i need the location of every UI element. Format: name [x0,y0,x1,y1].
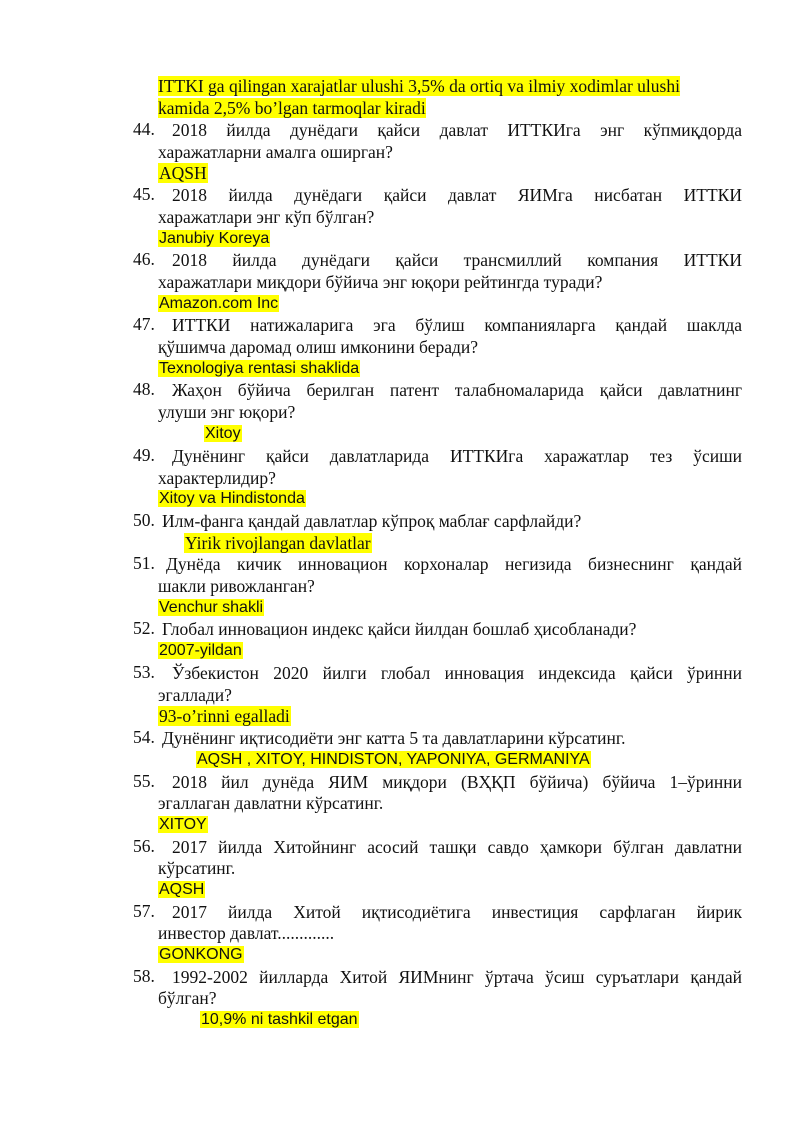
question-number: 53. [133,662,155,682]
question-text-line-1: 2017 йилда Хитойнинг асосий ташқи савдо ҳамкори бўлган давлатни [172,837,742,857]
question-text-line-2: характерлидир? [158,468,276,488]
question-number: 48. [133,379,155,399]
question-text-line-2: инвестор давлат............. [158,923,335,943]
question-number: 49. [133,445,155,465]
question-number: 54. [133,727,155,747]
question-text-line-1: Ўзбекистон 2020 йилги глобал инновация индексида қайси ўринни [172,663,742,683]
question-text-line-2: улуши энг юқори? [158,402,296,422]
answer-highlight: AQSH [159,881,205,898]
question-number: 52. [133,618,155,638]
question-text-line-1: Дунёнинг иқтисодиёти энг катта 5 та давлатларини кўрсатинг. [162,728,626,748]
question-text-line-1: 2017 йилда Хитой иқтисодиётига инвестиция сарфлаган йирик [172,902,742,922]
question-text-line-1: Дунёнинг қайси давлатларида ИТТКИга харажатлар тез ўсиши [172,446,742,466]
answer-highlight: Texnologiya rentasi shaklida [159,360,360,377]
question-text-line-1: ИТТКИ натижаларига эга бўлиш компанияларга қандай шаклда [172,315,742,335]
answer-highlight: Xitoy [205,425,241,442]
question-number: 55. [133,771,155,791]
question-text-line-2: харажатлари миқдори бўйича энг юқори рейтингда туради? [158,272,603,292]
question-text-line-2: эгаллади? [158,685,232,705]
answer-highlight: 2007-yildan [159,642,242,659]
question-text-line-2: харажатларни амалга оширган? [158,142,393,162]
answer-highlight: Venchur shakli [159,599,264,616]
intro-line-2: kamida 2,5% bo’lgan tarmoqlar kiradi [158,98,426,118]
question-text-line-1: 1992-2002 йилларда Хитой ЯИМнинг ўртача ўсиш суръатлари қандай [172,967,742,987]
question-text-line-1: Дунёда кичик инновацион корхоналар негизида бизнеснинг қандай [166,554,742,574]
question-text-line-2: шакли ривожланган? [158,576,315,596]
question-number: 58. [133,966,155,986]
answer-highlight: Janubiy Koreya [159,230,270,247]
question-text-line-1: Глобал инновацион индекс қайси йилдан бошлаб ҳисобланади? [162,619,637,639]
question-text-line-2: қўшимча даромад олиш имконини беради? [158,337,479,357]
question-number: 45. [133,184,155,204]
question-number: 56. [133,836,155,856]
answer-highlight: Yirik rivojlangan davlatlar [185,533,371,553]
question-number: 44. [133,119,155,139]
answer-highlight: 10,9% ni tashkil etgan [201,1011,358,1028]
question-text-line-1: 2018 йилда дунёдаги қайси трансмиллий компания ИТТКИ [172,250,742,270]
question-number: 47. [133,314,155,334]
answer-highlight: Amazon.com Inc [159,295,279,312]
question-text-line-2: эгаллаган давлатни кўрсатинг. [158,793,384,813]
intro-line-1: ITTKI ga qilingan xarajatlar ulushi 3,5% da ortiq va ilmiy xodimlar ulushi [158,76,680,96]
answer-highlight: AQSH [159,163,207,183]
question-number: 51. [133,553,155,573]
question-text-line-1: 2018 йилда дунёдаги қайси давлат ИТТКИга энг кўпмиқдорда [172,120,742,140]
question-number: 50. [133,510,155,530]
question-text-line-1: 2018 йил дунёда ЯИМ миқдори (ВҲҚП бўйича) бўйича 1–ўринни [172,772,742,792]
question-text-line-1: Илм-фанга қандай давлатлар кўпроқ маблағ сарфлайди? [162,511,582,531]
answer-highlight: XITOY [159,816,207,833]
question-text-line-2: харажатлари энг кўп бўлган? [158,207,375,227]
question-text-line-2: бўлган? [158,988,217,1008]
answer-highlight: GONKONG [159,946,243,963]
answer-highlight: Xitoy va Hindistonda [159,490,305,507]
question-text-line-1: Жаҳон бўйича берилган патент талабномаларида қайси давлатнинг [172,380,742,400]
question-number: 46. [133,249,155,269]
answer-highlight: AQSH , XITOY, HINDISTON, YAPONIYA, GERMANIYA [197,751,590,768]
question-text-line-2: кўрсатинг. [158,858,236,878]
question-number: 57. [133,901,155,921]
answer-highlight: 93-o’rinni egalladi [159,706,290,726]
question-text-line-1: 2018 йилда дунёдаги қайси давлат ЯИМга нисбатан ИТТКИ [172,185,742,205]
